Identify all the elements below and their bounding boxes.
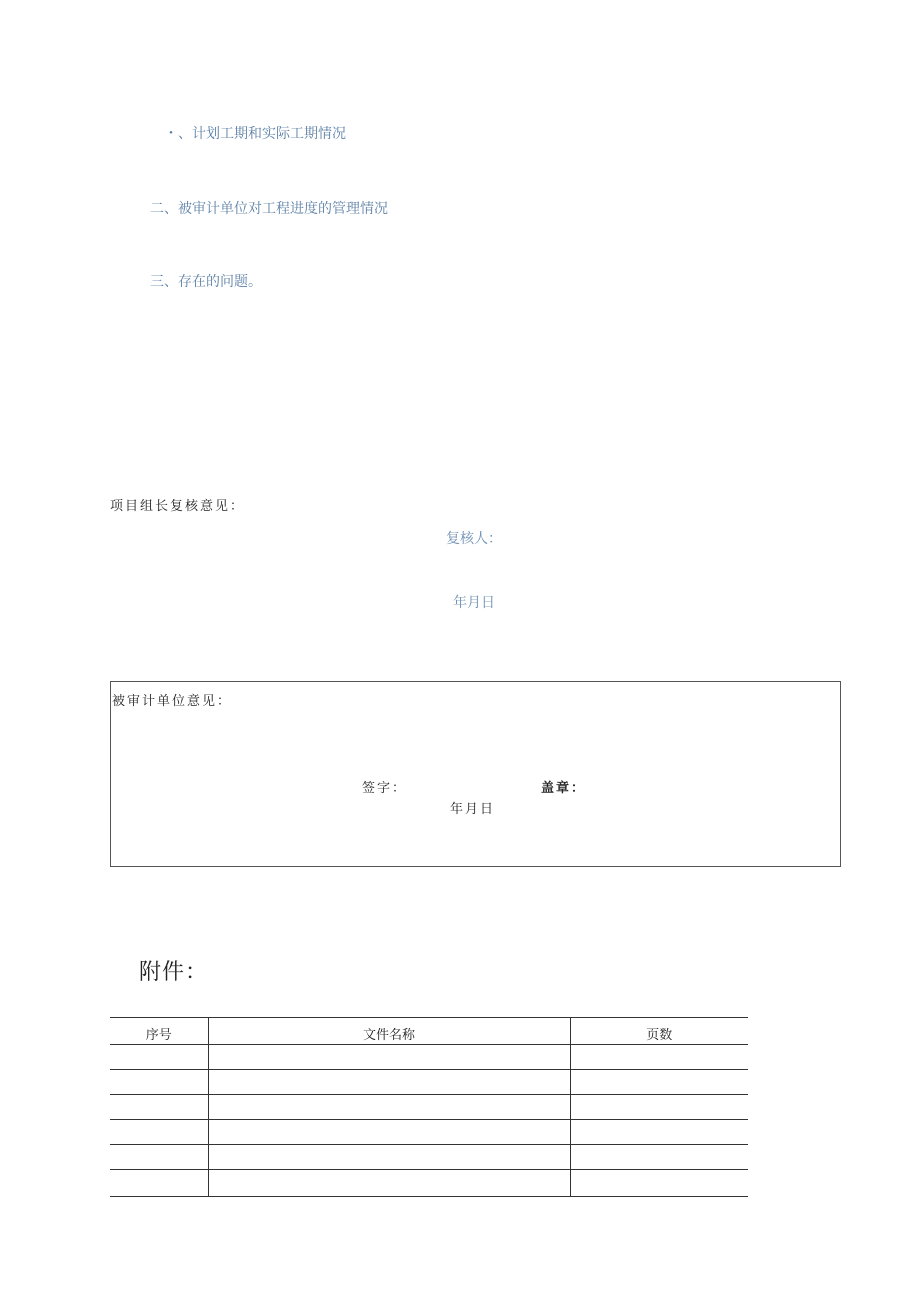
table-cell [570, 1170, 748, 1197]
table-row [110, 1045, 748, 1070]
table-cell [570, 1070, 748, 1095]
column-header-pages: 页数 [570, 1018, 748, 1045]
section-2-text: 被审计单位对工程进度的管理情况 [178, 201, 388, 217]
audited-unit-date: 年月日 [450, 802, 496, 817]
section-2 [150, 198, 388, 218]
section-1-text: 计划工期和实际工期情况 [192, 126, 346, 142]
table-row [110, 1095, 748, 1120]
section-2-number: 二、 [150, 201, 178, 217]
attachments-title: 附件： [139, 960, 209, 985]
leader-review-label: 项目组长复核意见： [110, 499, 246, 514]
leader-review-date: 年月日 [453, 595, 495, 611]
attachments-table [110, 1017, 748, 1197]
section-1 [164, 123, 346, 143]
table-cell [570, 1095, 748, 1120]
section-3-text: 存在的问题。 [178, 274, 262, 290]
table-cell [208, 1095, 570, 1120]
audited-unit-label: 被审计单位意见： [112, 694, 233, 709]
table-cell [570, 1145, 748, 1170]
table-cell [110, 1120, 208, 1145]
table-cell [570, 1045, 748, 1070]
seal-label: 盖章： [541, 781, 587, 796]
reviewer-label: 复核人： [446, 531, 502, 547]
table-row [110, 1120, 748, 1145]
audited-unit-opinion-box [110, 681, 841, 867]
section-3 [150, 271, 262, 291]
table-cell [208, 1070, 570, 1095]
table-cell [208, 1170, 570, 1197]
section-3-number: 三、 [150, 274, 178, 290]
table-row [110, 1070, 748, 1095]
table-header-row [110, 1018, 748, 1045]
table-cell [110, 1095, 208, 1120]
table-cell [570, 1120, 748, 1145]
table-cell [208, 1120, 570, 1145]
column-header-filename: 文件名称 [208, 1018, 570, 1045]
table-row [110, 1170, 748, 1197]
table-cell [110, 1045, 208, 1070]
table-cell [110, 1145, 208, 1170]
section-1-number: ・、 [164, 126, 192, 142]
table-row [110, 1145, 748, 1170]
table-cell [110, 1070, 208, 1095]
table-cell [110, 1170, 208, 1197]
table-cell [208, 1045, 570, 1070]
column-header-number: 序号 [110, 1018, 208, 1045]
signature-label: 签字： [362, 781, 408, 796]
table-cell [208, 1145, 570, 1170]
